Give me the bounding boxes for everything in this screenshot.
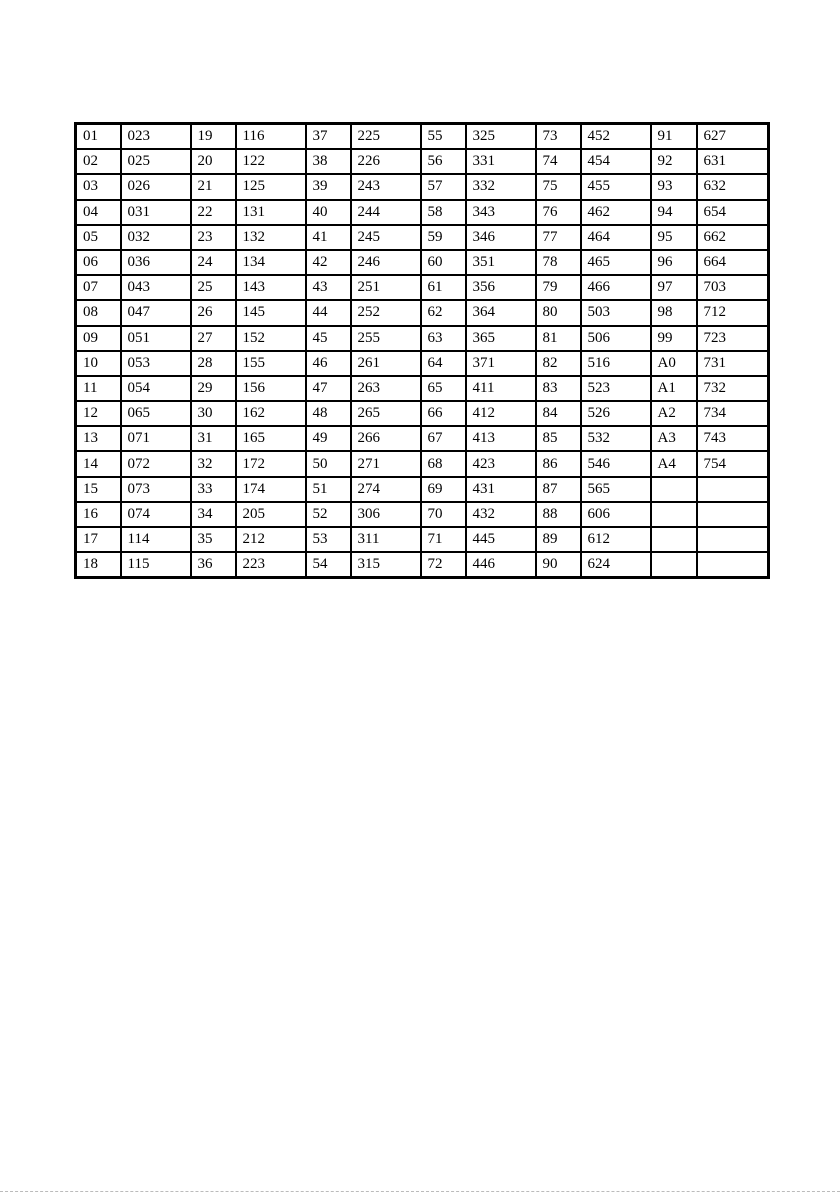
table-cell-index: 81 xyxy=(536,326,581,351)
table-cell-index: 49 xyxy=(306,426,351,451)
table-cell-code: 703 xyxy=(697,275,769,300)
table-cell-code: 331 xyxy=(466,149,536,174)
table-cell-index: 67 xyxy=(421,426,466,451)
table-cell-code: 712 xyxy=(697,300,769,325)
code-table xyxy=(74,122,770,579)
table-cell-code: 145 xyxy=(236,300,306,325)
table-cell-code: 364 xyxy=(466,300,536,325)
table-row xyxy=(76,401,769,426)
table-cell-index: 40 xyxy=(306,200,351,225)
table-cell-index: 62 xyxy=(421,300,466,325)
table-cell-code: 073 xyxy=(121,477,191,502)
table-cell-code: 723 xyxy=(697,326,769,351)
table-cell-index: 16 xyxy=(76,502,121,527)
table-cell-code: 223 xyxy=(236,552,306,578)
table-cell-code: 454 xyxy=(581,149,651,174)
table-cell-code: 465 xyxy=(581,250,651,275)
table-cell-code: 245 xyxy=(351,225,421,250)
table-cell-index: 53 xyxy=(306,527,351,552)
table-cell-index: 20 xyxy=(191,149,236,174)
table-cell-index: 90 xyxy=(536,552,581,578)
table-cell-index: 19 xyxy=(191,124,236,150)
table-row xyxy=(76,250,769,275)
table-cell-code: 212 xyxy=(236,527,306,552)
table-cell-index: 29 xyxy=(191,376,236,401)
table-cell-code: 734 xyxy=(697,401,769,426)
table-cell-code: 274 xyxy=(351,477,421,502)
table-cell-code: 546 xyxy=(581,451,651,476)
table-cell-code: 114 xyxy=(121,527,191,552)
table-cell-code xyxy=(697,552,769,578)
table-cell-index: 84 xyxy=(536,401,581,426)
table-cell-index: 66 xyxy=(421,401,466,426)
table-cell-code: 266 xyxy=(351,426,421,451)
table-cell-code: 156 xyxy=(236,376,306,401)
table-cell-code: 356 xyxy=(466,275,536,300)
table-cell-index: 92 xyxy=(651,149,697,174)
table-cell-index: 51 xyxy=(306,477,351,502)
table-cell-index: 27 xyxy=(191,326,236,351)
table-cell-index: 35 xyxy=(191,527,236,552)
table-cell-code: 612 xyxy=(581,527,651,552)
table-cell-code: 565 xyxy=(581,477,651,502)
table-row xyxy=(76,326,769,351)
table-row xyxy=(76,552,769,578)
table-cell-index: 59 xyxy=(421,225,466,250)
table-cell-index: 12 xyxy=(76,401,121,426)
table-cell-index: 50 xyxy=(306,451,351,476)
table-cell-code: 051 xyxy=(121,326,191,351)
table-cell-code: 031 xyxy=(121,200,191,225)
table-cell-index: 86 xyxy=(536,451,581,476)
table-cell-index: 01 xyxy=(76,124,121,150)
table-cell-code: 311 xyxy=(351,527,421,552)
table-cell-code: 371 xyxy=(466,351,536,376)
table-row xyxy=(76,174,769,199)
table-cell-index xyxy=(651,477,697,502)
table-cell-index: 11 xyxy=(76,376,121,401)
table-cell-code: 255 xyxy=(351,326,421,351)
table-cell-code: 225 xyxy=(351,124,421,150)
table-cell-code: 446 xyxy=(466,552,536,578)
table-cell-index: 57 xyxy=(421,174,466,199)
table-cell-index: 39 xyxy=(306,174,351,199)
table-cell-code: 462 xyxy=(581,200,651,225)
table-row xyxy=(76,502,769,527)
table-cell-index: 94 xyxy=(651,200,697,225)
table-cell-code: 143 xyxy=(236,275,306,300)
table-cell-code: 412 xyxy=(466,401,536,426)
table-cell-index: 31 xyxy=(191,426,236,451)
table-cell-index: 48 xyxy=(306,401,351,426)
table-cell-index: 74 xyxy=(536,149,581,174)
table-cell-index: 37 xyxy=(306,124,351,150)
table-cell-code: 205 xyxy=(236,502,306,527)
table-cell-code: 243 xyxy=(351,174,421,199)
table-cell-index: A0 xyxy=(651,351,697,376)
table-cell-index: 76 xyxy=(536,200,581,225)
table-cell-index: 45 xyxy=(306,326,351,351)
table-cell-code: 252 xyxy=(351,300,421,325)
code-table-body xyxy=(76,124,769,578)
table-cell-code: 325 xyxy=(466,124,536,150)
table-cell-code: 134 xyxy=(236,250,306,275)
table-cell-index: 33 xyxy=(191,477,236,502)
table-cell-index: 88 xyxy=(536,502,581,527)
table-cell-code: 343 xyxy=(466,200,536,225)
table-row xyxy=(76,376,769,401)
table-row xyxy=(76,275,769,300)
table-cell-index: 73 xyxy=(536,124,581,150)
table-cell-index: 55 xyxy=(421,124,466,150)
table-cell-index: 89 xyxy=(536,527,581,552)
table-cell-code: 032 xyxy=(121,225,191,250)
table-cell-code: 053 xyxy=(121,351,191,376)
table-cell-code: 131 xyxy=(236,200,306,225)
table-cell-index: 04 xyxy=(76,200,121,225)
table-cell-index: 10 xyxy=(76,351,121,376)
table-cell-index: 14 xyxy=(76,451,121,476)
table-row xyxy=(76,527,769,552)
table-cell-code: 271 xyxy=(351,451,421,476)
table-row xyxy=(76,426,769,451)
table-cell-code: 023 xyxy=(121,124,191,150)
table-cell-index xyxy=(651,527,697,552)
table-cell-index: 52 xyxy=(306,502,351,527)
table-cell-index: 97 xyxy=(651,275,697,300)
table-cell-code: 332 xyxy=(466,174,536,199)
table-cell-index: 30 xyxy=(191,401,236,426)
table-cell-code: 731 xyxy=(697,351,769,376)
table-cell-code: 074 xyxy=(121,502,191,527)
table-cell-code: 351 xyxy=(466,250,536,275)
table-cell-index: 26 xyxy=(191,300,236,325)
table-cell-code: 116 xyxy=(236,124,306,150)
table-cell-code: 162 xyxy=(236,401,306,426)
table-cell-code: 732 xyxy=(697,376,769,401)
table-cell-index: 68 xyxy=(421,451,466,476)
table-cell-code: 526 xyxy=(581,401,651,426)
table-cell-index: 43 xyxy=(306,275,351,300)
table-cell-index: 69 xyxy=(421,477,466,502)
table-cell-index: A1 xyxy=(651,376,697,401)
table-cell-code: 632 xyxy=(697,174,769,199)
table-cell-index: 42 xyxy=(306,250,351,275)
table-cell-code: 466 xyxy=(581,275,651,300)
table-cell-code: 455 xyxy=(581,174,651,199)
table-cell-code: 054 xyxy=(121,376,191,401)
table-cell-code: 165 xyxy=(236,426,306,451)
table-cell-index: 08 xyxy=(76,300,121,325)
table-cell-index: 18 xyxy=(76,552,121,578)
table-cell-code: 226 xyxy=(351,149,421,174)
table-row xyxy=(76,300,769,325)
table-cell-code: 026 xyxy=(121,174,191,199)
table-cell-code: 263 xyxy=(351,376,421,401)
table-cell-code: 654 xyxy=(697,200,769,225)
table-cell-code: 432 xyxy=(466,502,536,527)
table-cell-code: 523 xyxy=(581,376,651,401)
table-cell-index: 32 xyxy=(191,451,236,476)
table-cell-code: 065 xyxy=(121,401,191,426)
table-cell-code: 306 xyxy=(351,502,421,527)
table-cell-index: 25 xyxy=(191,275,236,300)
table-cell-code: 132 xyxy=(236,225,306,250)
table-cell-index: 23 xyxy=(191,225,236,250)
table-cell-index: 46 xyxy=(306,351,351,376)
table-cell-code: 365 xyxy=(466,326,536,351)
table-cell-index: 41 xyxy=(306,225,351,250)
table-cell-index: 91 xyxy=(651,124,697,150)
table-cell-index: 75 xyxy=(536,174,581,199)
table-cell-index: 38 xyxy=(306,149,351,174)
table-cell-code: 431 xyxy=(466,477,536,502)
table-cell-code: 122 xyxy=(236,149,306,174)
table-cell-code: 423 xyxy=(466,451,536,476)
table-cell-index: 72 xyxy=(421,552,466,578)
table-row xyxy=(76,477,769,502)
table-cell-code: 631 xyxy=(697,149,769,174)
table-cell-code: 503 xyxy=(581,300,651,325)
table-cell-index: 09 xyxy=(76,326,121,351)
table-cell-index: 13 xyxy=(76,426,121,451)
table-cell-index: 58 xyxy=(421,200,466,225)
table-row xyxy=(76,124,769,150)
table-cell-index: 78 xyxy=(536,250,581,275)
table-cell-index: 96 xyxy=(651,250,697,275)
table-cell-code: 172 xyxy=(236,451,306,476)
table-cell-index: 61 xyxy=(421,275,466,300)
table-row xyxy=(76,200,769,225)
table-cell-index: A3 xyxy=(651,426,697,451)
table-cell-index: 87 xyxy=(536,477,581,502)
table-cell-index: 28 xyxy=(191,351,236,376)
table-cell-index: 65 xyxy=(421,376,466,401)
table-cell-code: 445 xyxy=(466,527,536,552)
table-cell-index: 24 xyxy=(191,250,236,275)
table-cell-index: 15 xyxy=(76,477,121,502)
table-cell-code: 413 xyxy=(466,426,536,451)
table-cell-index: 63 xyxy=(421,326,466,351)
table-cell-code: 251 xyxy=(351,275,421,300)
table-cell-index: A4 xyxy=(651,451,697,476)
table-row xyxy=(76,351,769,376)
table-cell-index: 83 xyxy=(536,376,581,401)
table-cell-code: 072 xyxy=(121,451,191,476)
table-cell-code: 624 xyxy=(581,552,651,578)
table-cell-code: 261 xyxy=(351,351,421,376)
table-cell-code: 071 xyxy=(121,426,191,451)
table-cell-index: 77 xyxy=(536,225,581,250)
table-cell-index: 02 xyxy=(76,149,121,174)
table-cell-code: 315 xyxy=(351,552,421,578)
table-cell-code: 346 xyxy=(466,225,536,250)
table-cell-index: 22 xyxy=(191,200,236,225)
table-cell-code: 246 xyxy=(351,250,421,275)
table-cell-index: 54 xyxy=(306,552,351,578)
table-cell-code: 754 xyxy=(697,451,769,476)
table-cell-index: 56 xyxy=(421,149,466,174)
table-cell-code: 025 xyxy=(121,149,191,174)
table-cell-index: 79 xyxy=(536,275,581,300)
table-cell-code: 047 xyxy=(121,300,191,325)
table-cell-index: 71 xyxy=(421,527,466,552)
table-cell-code: 155 xyxy=(236,351,306,376)
table-cell-index: 07 xyxy=(76,275,121,300)
table-cell-index: 03 xyxy=(76,174,121,199)
table-cell-code xyxy=(697,502,769,527)
table-cell-index: 98 xyxy=(651,300,697,325)
table-cell-index: 36 xyxy=(191,552,236,578)
table-cell-code: 125 xyxy=(236,174,306,199)
table-cell-index: 80 xyxy=(536,300,581,325)
table-cell-index: A2 xyxy=(651,401,697,426)
table-cell-index: 05 xyxy=(76,225,121,250)
table-cell-code: 662 xyxy=(697,225,769,250)
table-cell-code: 606 xyxy=(581,502,651,527)
table-cell-code: 743 xyxy=(697,426,769,451)
table-cell-index: 93 xyxy=(651,174,697,199)
table-cell-code: 152 xyxy=(236,326,306,351)
table-cell-index: 34 xyxy=(191,502,236,527)
table-cell-code: 265 xyxy=(351,401,421,426)
table-row xyxy=(76,225,769,250)
table-cell-code: 043 xyxy=(121,275,191,300)
table-cell-code: 036 xyxy=(121,250,191,275)
table-cell-index: 47 xyxy=(306,376,351,401)
table-cell-index: 64 xyxy=(421,351,466,376)
table-cell-index: 95 xyxy=(651,225,697,250)
table-cell-index: 70 xyxy=(421,502,466,527)
table-cell-code: 627 xyxy=(697,124,769,150)
table-cell-index: 21 xyxy=(191,174,236,199)
table-cell-code xyxy=(697,527,769,552)
table-cell-code: 506 xyxy=(581,326,651,351)
table-cell-index: 82 xyxy=(536,351,581,376)
table-cell-code: 532 xyxy=(581,426,651,451)
table-cell-code: 516 xyxy=(581,351,651,376)
table-cell-index xyxy=(651,502,697,527)
table-cell-code: 664 xyxy=(697,250,769,275)
table-row xyxy=(76,451,769,476)
table-cell-index: 44 xyxy=(306,300,351,325)
table-cell-index: 99 xyxy=(651,326,697,351)
table-row xyxy=(76,149,769,174)
table-cell-code xyxy=(697,477,769,502)
table-cell-index xyxy=(651,552,697,578)
table-cell-index: 06 xyxy=(76,250,121,275)
table-cell-code: 464 xyxy=(581,225,651,250)
table-cell-code: 452 xyxy=(581,124,651,150)
table-cell-code: 411 xyxy=(466,376,536,401)
table-cell-code: 174 xyxy=(236,477,306,502)
table-cell-code: 115 xyxy=(121,552,191,578)
table-cell-code: 244 xyxy=(351,200,421,225)
table-cell-index: 85 xyxy=(536,426,581,451)
table-cell-index: 60 xyxy=(421,250,466,275)
table-cell-index: 17 xyxy=(76,527,121,552)
